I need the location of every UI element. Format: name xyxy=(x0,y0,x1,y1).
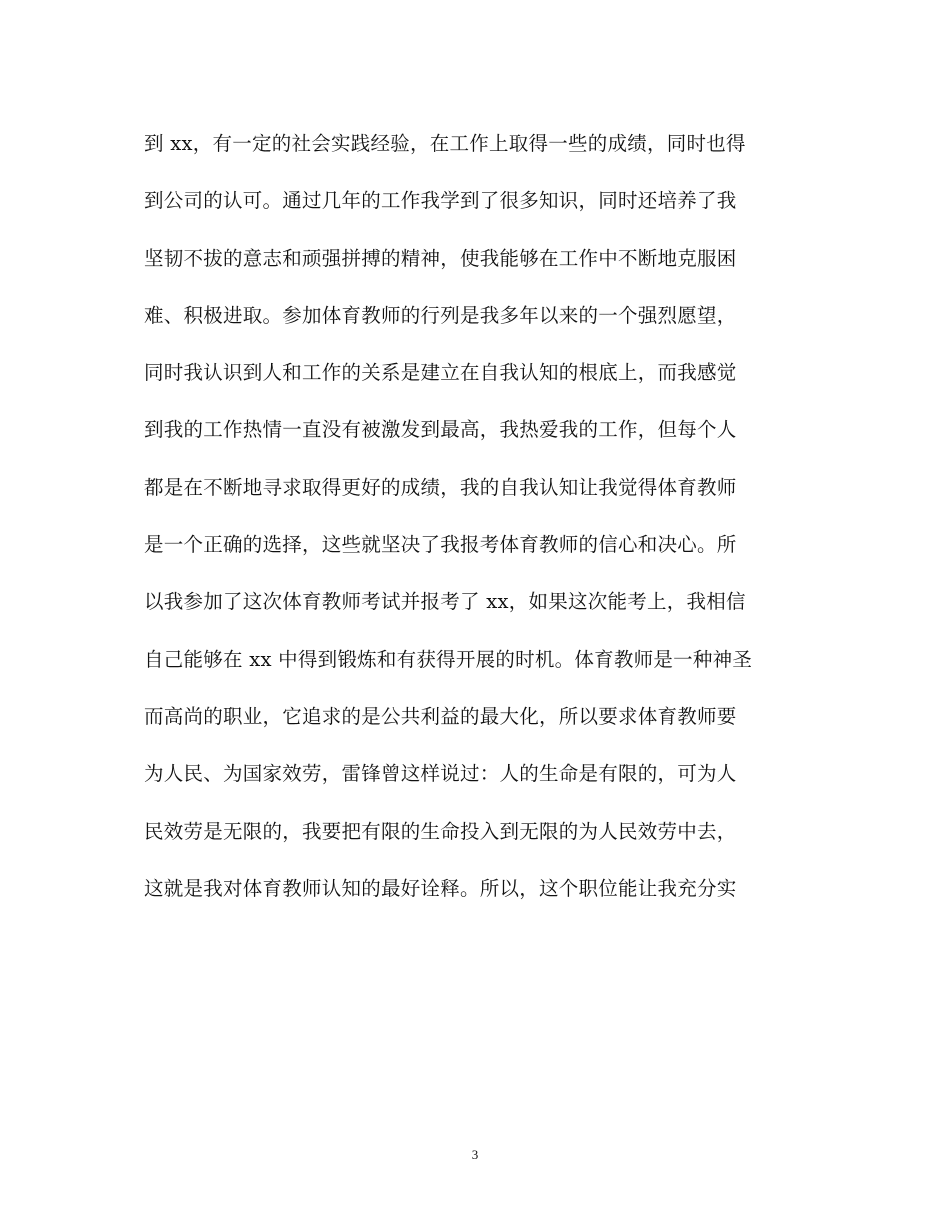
body-paragraph xyxy=(144,122,814,924)
text-line: 以我参加了这次体育教师考试并报考了 xx，如果这次能考上，我相信 xyxy=(144,590,746,614)
text-line: 到 xx，有一定的社会实践经验，在工作上取得一些的成绩，同时也得 xyxy=(144,132,746,155)
text-line: 是一个正确的选择，这些就坚决了我报考体育教师的信心和决心。所 xyxy=(144,533,737,557)
text-line: 到我的工作热情一直没有被激发到最高，我热爱我的工作，但每个人 xyxy=(144,418,737,442)
text-line: 自己能够在 xx 中得到锻炼和有获得开展的时机。体育教师是一种神圣 xyxy=(144,647,753,671)
text-line: 难、积极进取。参加体育教师的行列是我多年以来的一个强烈愿望， xyxy=(144,303,737,327)
text-line: 同时我认识到人和工作的关系是建立在自我认知的根底上，而我感觉 xyxy=(144,361,737,385)
text-line: 到公司的认可。通过几年的工作我学到了很多知识，同时还培养了我 xyxy=(144,189,737,213)
page-number: 3 xyxy=(471,1147,479,1162)
text-line: 而高尚的职业，它追求的是公共利益的最大化，所以要求体育教师要 xyxy=(144,704,737,728)
text-line: 坚韧不拔的意志和顽强拼搏的精神，使我能够在工作中不断地克服困 xyxy=(144,246,737,270)
text-line: 民效劳是无限的，我要把有限的生命投入到无限的为人民效劳中去， xyxy=(144,819,737,843)
text-line: 都是在不断地寻求取得更好的成绩，我的自我认知让我觉得体育教师 xyxy=(144,475,737,499)
text-line: 为人民、为国家效劳，雷锋曾这样说过：人的生命是有限的，可为人 xyxy=(144,762,737,786)
text-line: 这就是我对体育教师认知的最好诠释。所以，这个职位能让我充分实 xyxy=(144,876,737,900)
